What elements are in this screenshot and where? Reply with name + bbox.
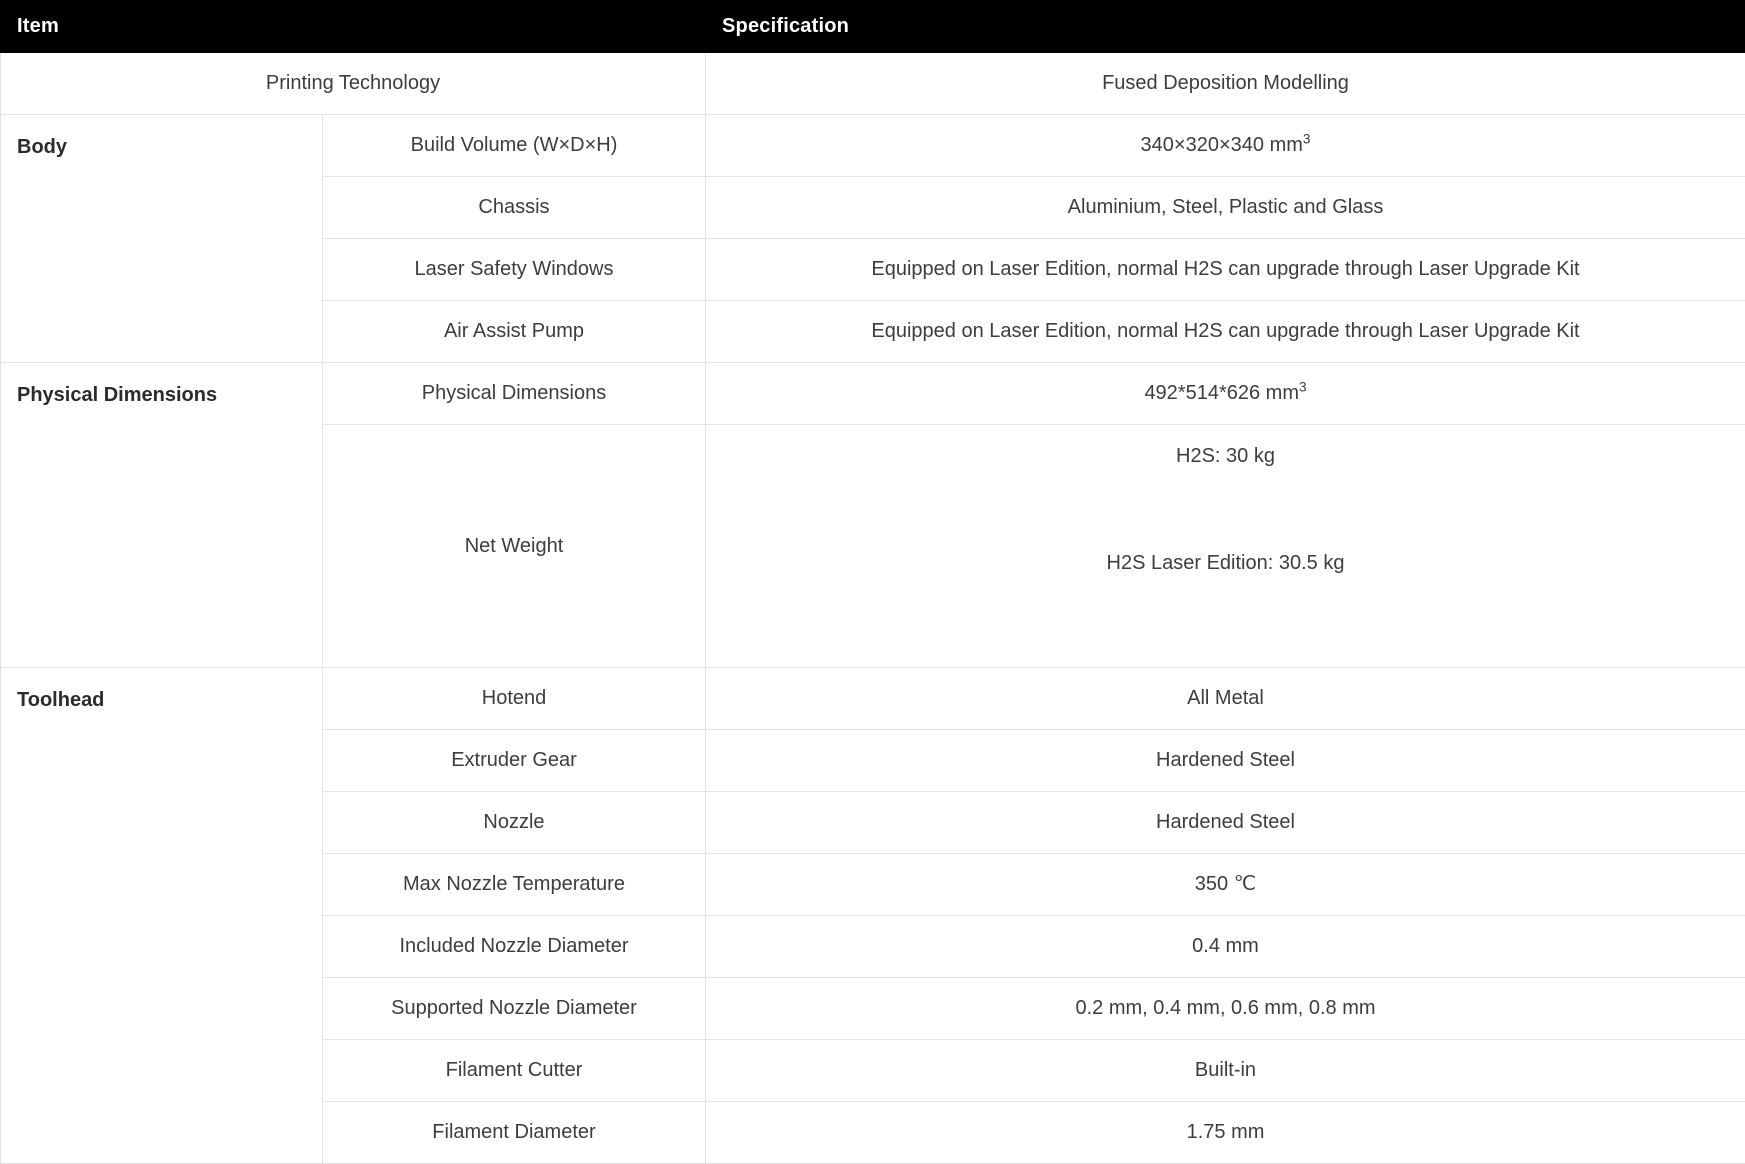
row-item-extruder-gear: Extruder Gear (323, 730, 706, 792)
table-header-row (1, 1, 1745, 53)
row-item-printing-technology: Printing Technology (1, 53, 706, 115)
row-item-included-nozzle-diameter: Included Nozzle Diameter (323, 916, 706, 978)
row-spec-build-volume (706, 115, 1745, 177)
row-spec-nozzle: Hardened Steel (706, 792, 1745, 854)
row-item-supported-nozzle-diameter: Supported Nozzle Diameter (323, 978, 706, 1040)
row-spec-hotend: All Metal (706, 668, 1745, 730)
net-weight-laser-edition: H2S Laser Edition: 30.5 kg (1107, 549, 1345, 578)
row-item-hotend: Hotend (323, 668, 706, 730)
row-item-nozzle: Nozzle (323, 792, 706, 854)
physical-dimensions-superscript: 3 (1299, 379, 1307, 394)
row-item-chassis: Chassis (323, 177, 706, 239)
row-spec-net-weight (706, 425, 1745, 668)
row-spec-laser-safety-windows: Equipped on Laser Edition, normal H2S can upgrade through Laser Upgrade Kit (706, 239, 1745, 301)
row-item-max-nozzle-temperature: Max Nozzle Temperature (323, 854, 706, 916)
row-spec-chassis: Aluminium, Steel, Plastic and Glass (706, 177, 1745, 239)
row-group-physical-dimensions: Physical Dimensions (1, 363, 323, 668)
row-spec-filament-diameter: 1.75 mm (706, 1102, 1745, 1164)
row-spec-air-assist-pump: Equipped on Laser Edition, normal H2S can upgrade through Laser Upgrade Kit (706, 301, 1745, 363)
column-header-item: Item (1, 1, 706, 53)
row-spec-included-nozzle-diameter: 0.4 mm (706, 916, 1745, 978)
row-spec-filament-cutter: Built-in (706, 1040, 1745, 1102)
physical-dimensions-value: 492*514*626 mm (1144, 382, 1299, 404)
net-weight-standard: H2S: 30 kg (1176, 442, 1275, 471)
row-spec-max-nozzle-temperature: 350 ℃ (706, 854, 1745, 916)
row-item-laser-safety-windows: Laser Safety Windows (323, 239, 706, 301)
row-item-physical-dimensions: Physical Dimensions (323, 363, 706, 425)
column-header-specification: Specification (706, 1, 1745, 53)
row-spec-extruder-gear: Hardened Steel (706, 730, 1745, 792)
build-volume-superscript: 3 (1303, 131, 1311, 146)
build-volume-value: 340×320×340 mm (1141, 134, 1303, 156)
table-row (1, 363, 1745, 425)
row-spec-printing-technology: Fused Deposition Modelling (706, 53, 1745, 115)
row-item-filament-diameter: Filament Diameter (323, 1102, 706, 1164)
row-group-body: Body (1, 115, 323, 363)
row-group-toolhead: Toolhead (1, 668, 323, 1164)
table-row (1, 668, 1745, 730)
table-row (1, 53, 1745, 115)
row-spec-physical-dimensions (706, 363, 1745, 425)
table-row (1, 115, 1745, 177)
net-weight-values (718, 440, 1733, 652)
row-item-filament-cutter: Filament Cutter (323, 1040, 706, 1102)
table-body (1, 53, 1745, 1164)
row-spec-supported-nozzle-diameter: 0.2 mm, 0.4 mm, 0.6 mm, 0.8 mm (706, 978, 1745, 1040)
row-item-air-assist-pump: Air Assist Pump (323, 301, 706, 363)
row-item-net-weight: Net Weight (323, 425, 706, 668)
row-item-build-volume: Build Volume (W×D×H) (323, 115, 706, 177)
table-header (1, 1, 1745, 53)
